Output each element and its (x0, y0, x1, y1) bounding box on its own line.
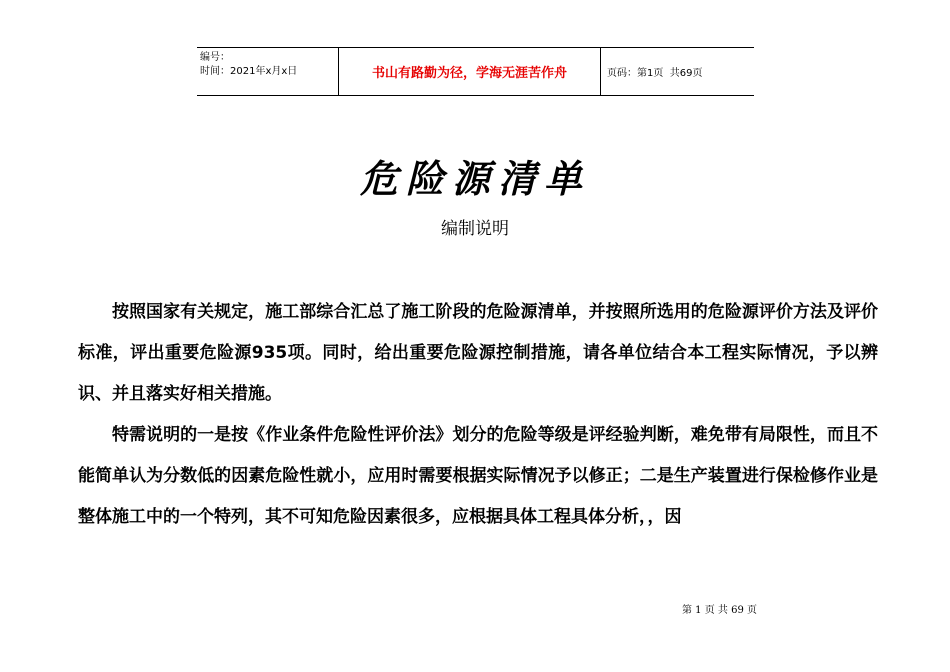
paragraph: 特需说明的一是按《作业条件危险性评价法》划分的危险等级是评经验判断，难免带有局限性，而且不能简单认为分数低的因素危险性就小，应用时需要根据实际情况予以修正；二是生产装置进行保检修作业是整体施工中的一个特列，其不可知危险因素很多，应根据具体工程具体分析，，因 (78, 425, 878, 527)
motto-text: 书山有路勤为径，学海无涯苦作舟 (371, 66, 567, 81)
page-info-text: 页码：第1页 共69页 (607, 68, 703, 79)
document-body (78, 292, 878, 538)
time-label: 时间：2021年x月x日 (200, 66, 298, 77)
document-subtitle: 编制说明 (441, 219, 509, 239)
document-title: 危险源清单 (359, 156, 590, 201)
page-header (197, 47, 754, 96)
header-meta (197, 48, 338, 95)
header-page-info (601, 48, 754, 95)
number-label: 编号： (200, 52, 230, 63)
page-footer: 第 1 页 共 69 页 (682, 605, 757, 616)
paragraph: 按照国家有关规定，施工部综合汇总了施工阶段的危险源清单，并按照所选用的危险源评价方法及评价标准，评出重要危险源935项。同时，给出重要危险源控制措施，请各单位结合本工程实际情况，予以辨识、并且落实好相关措施。 (78, 302, 878, 404)
header-motto (338, 48, 601, 95)
